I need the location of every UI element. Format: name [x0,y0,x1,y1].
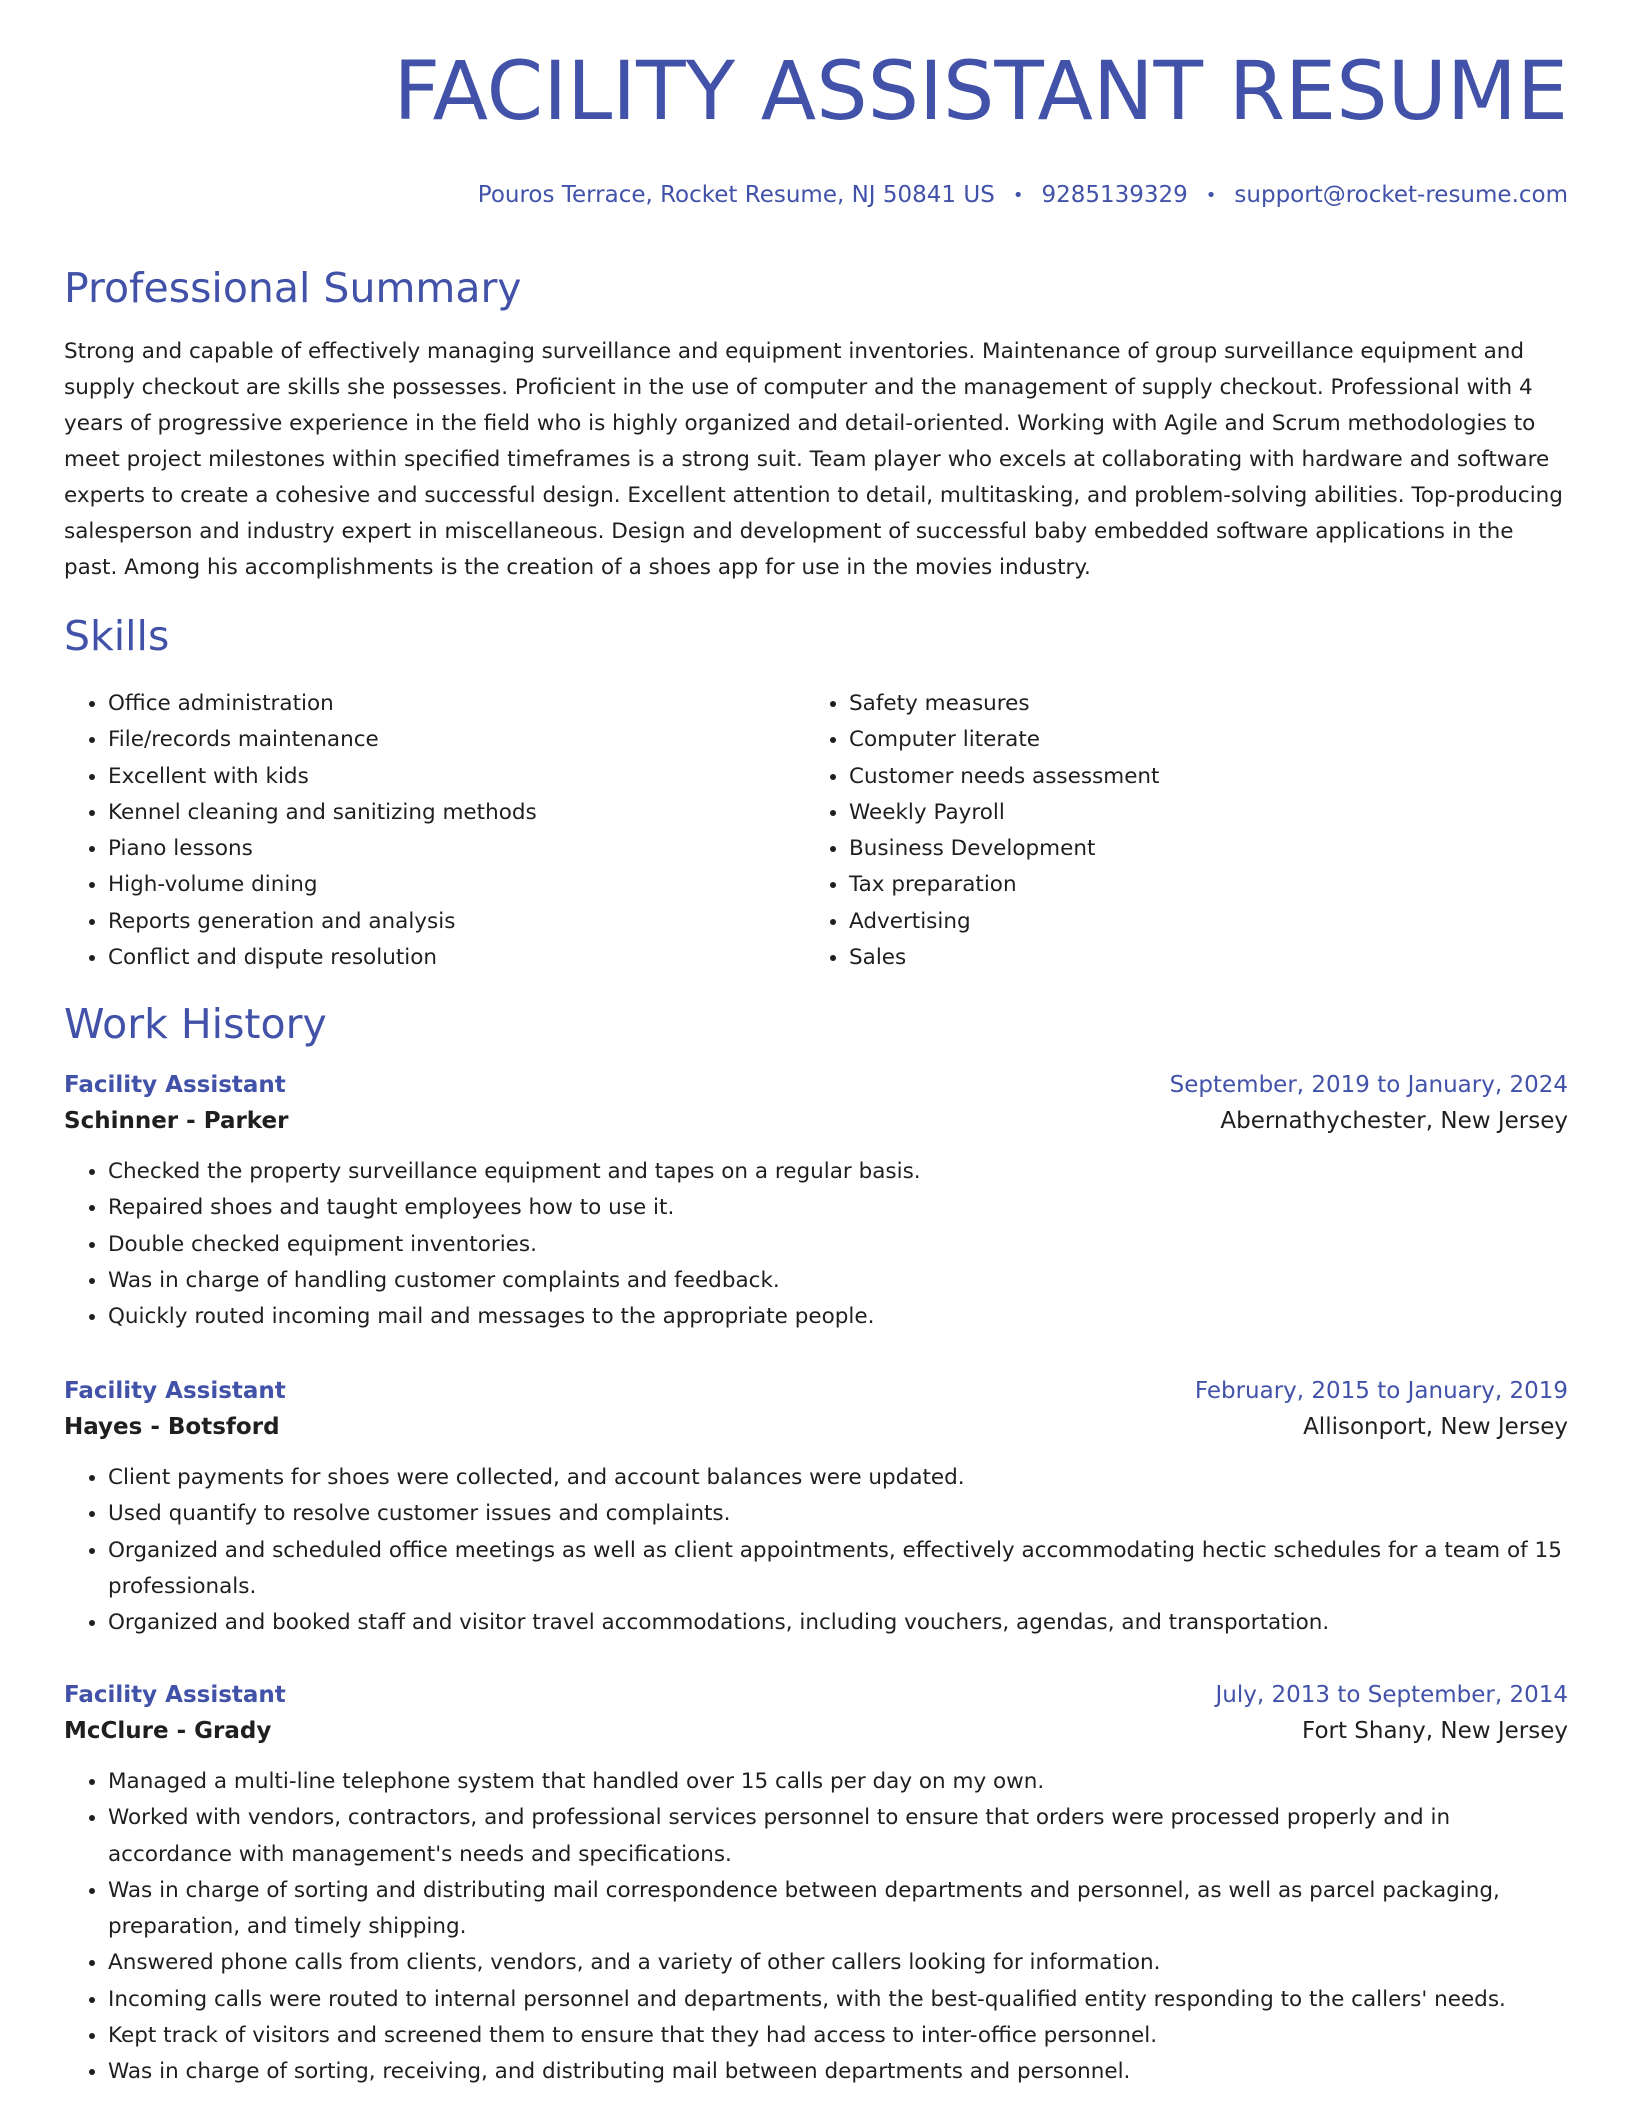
contact-separator: • [1012,184,1024,206]
skill-item: • Advertising [849,904,1568,940]
skill-item: • Tax preparation [849,867,1568,903]
job-location: Fort Shany, New Jersey [1302,1718,1568,1744]
job-company: Schinner - Parker [64,1108,289,1134]
skill-item: • Business Development [849,831,1568,867]
skill-item: • Safety measures [849,686,1568,722]
skills-column-right [805,686,1568,976]
job-duties [64,1764,1568,2091]
skill-item: • High-volume dining [108,867,805,903]
job-dates: July, 2013 to September, 2014 [1215,1682,1568,1708]
skill-item: • Sales [849,940,1568,976]
job-duty-item: • Organized and booked staff and visitor travel accommodations, including vouchers, agendas, and transportation. [108,1605,1568,1641]
skill-item: • Kennel cleaning and sanitizing methods [108,795,805,831]
skill-item: • Customer needs assessment [849,759,1568,795]
resume-title: FACILITY ASSISTANT RESUME [393,45,1568,139]
job-dates: February, 2015 to January, 2019 [1194,1378,1568,1404]
job-company: McClure - Grady [64,1718,272,1744]
skills-list [64,686,1568,976]
skill-item: • Office administration [108,686,805,722]
job-location: Allisonport, New Jersey [1303,1414,1568,1440]
job-duty-item: • Used quantify to resolve customer issues and complaints. [108,1496,1568,1532]
job-duty-item: • Organized and scheduled office meetings as well as client appointments, effectively accommodating hectic schedules for a team of 15 professionals. [108,1533,1568,1606]
job-company: Hayes - Botsford [64,1414,280,1440]
skill-item: • File/records maintenance [108,722,805,758]
summary-text: Strong and capable of effectively managing surveillance and equipment inventories. Maintenance of group surveillance equipment and supply checkout are skills she possesses. Proficient in the use of computer and the management of supply checkout. Professional with 4 years of progressive experience in the field who is highly organized and detail-oriented. Working with Agile and Scrum methodologies to meet project milestones within specified timeframes is a strong suit. Team player who excels at collaborating with hardware and software experts to create a cohesive and successful design. Excellent attention to detail, multitasking, and problem-solving abilities. Top-producing salesperson and industry expert in miscellaneous. Design and development of successful baby embedded software applications in the past. Among his accomplishments is the creation of a shoes app for use in the movies industry. [64,339,1563,580]
job-duty-item: • Client payments for shoes were collected, and account balances were updated. [108,1460,1568,1496]
job-title: Facility Assistant [64,1682,286,1708]
job-duty-item: • Double checked equipment inventories. [108,1227,1568,1263]
job-duty-item: • Was in charge of sorting and distributing mail correspondence between departments and personnel, as well as parcel packaging, preparation, and timely shipping. [108,1873,1568,1946]
job-duty-item: • Answered phone calls from clients, vendors, and a variety of other callers looking for information. [108,1945,1568,1981]
contact-phone[interactable]: 9285139329 [1041,182,1188,208]
skill-item: • Conflict and dispute resolution [108,940,805,976]
job-duty-item: • Repaired shoes and taught employees how to use it. [108,1190,1568,1226]
work-history-heading: Work History [64,1000,327,1048]
job-dates: September, 2019 to January, 2024 [1169,1072,1568,1098]
job-title: Facility Assistant [64,1072,286,1098]
contact-address: Pouros Terrace, Rocket Resume, NJ 50841 US [477,182,995,208]
skills-column-left [64,686,805,976]
skill-item: • Reports generation and analysis [108,904,805,940]
job-location: Abernathychester, New Jersey [1220,1108,1568,1134]
job-duty-item: • Incoming calls were routed to internal personnel and departments, with the best-qualified entity responding to the callers' needs. [108,1982,1568,2018]
skill-item: • Piano lessons [108,831,805,867]
job-duty-item: • Kept track of visitors and screened them to ensure that they had access to inter-office personnel. [108,2018,1568,2054]
job-duty-item: • Checked the property surveillance equipment and tapes on a regular basis. [108,1154,1568,1190]
job-duty-item: • Quickly routed incoming mail and messages to the appropriate people. [108,1299,1568,1335]
skill-item: • Weekly Payroll [849,795,1568,831]
contact-line [478,182,1568,208]
job-duty-item: • Worked with vendors, contractors, and professional services personnel to ensure that orders were processed properly and in accordance with management's needs and specifications. [108,1800,1568,1873]
job-entry [64,1072,1568,1335]
job-entry [64,1682,1568,2091]
job-duty-item: • Managed a multi-line telephone system that handled over 15 calls per day on my own. [108,1764,1568,1800]
job-entry [64,1378,1568,1641]
contact-email[interactable]: support@rocket-resume.com [1234,182,1568,208]
job-title: Facility Assistant [64,1378,286,1404]
job-duty-item: • Was in charge of handling customer complaints and feedback. [108,1263,1568,1299]
skill-item: • Computer literate [849,722,1568,758]
contact-separator: • [1205,184,1217,206]
summary-heading: Professional Summary [64,264,522,312]
skill-item: • Excellent with kids [108,759,805,795]
job-duty-item: • Was in charge of sorting, receiving, and distributing mail between departments and personnel. [108,2054,1568,2090]
job-duties [64,1154,1568,1335]
skills-heading: Skills [64,612,170,660]
job-duties [64,1460,1568,1641]
